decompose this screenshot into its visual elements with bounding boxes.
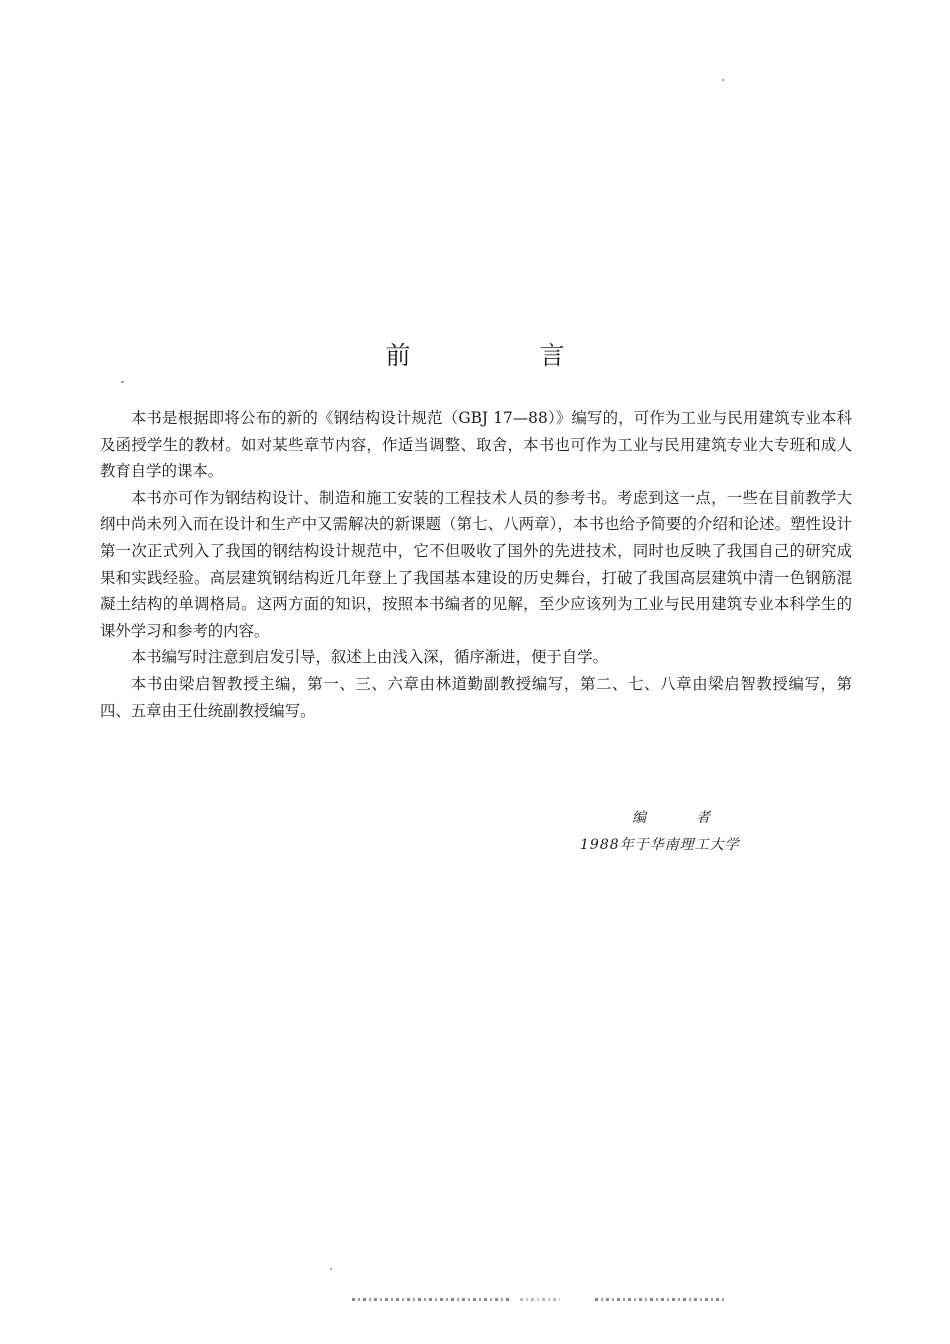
scan-speck [722, 79, 724, 81]
signature-date-place: 1988年于华南理工大学 [580, 837, 740, 853]
paragraph-1: 本书是根据即将公布的新的《钢结构设计规范（GBJ 17—88）》编写的，可作为工业与民用建筑专业本科及函授学生的教材。如对某些章节内容，作适当调整、取舍，本书也可作为工业与民用建筑专业大专班和成人教育自学的课本。 [100, 409, 852, 481]
scan-noise-line [595, 1298, 725, 1301]
scan-speck [121, 381, 124, 383]
scan-noise-line [352, 1298, 512, 1301]
paragraph-2: 本书亦可作为钢结构设计、制造和施工安装的工程技术人员的参考书。考虑到这一点，一些在目前教学大纲中尚未列入而在设计和生产中又需解决的新课题（第七、八两章），本书也给予简要的介绍和论述。塑性设计第一次正式列入了我国的钢结构设计规范中，它不但吸收了国外的先进技术，同时也反映了我国自己的研究成果和实践经验。高层建筑钢结构近几年登上了我国基本建设的历史舞台，打破了我国高层建筑中清一色钢筋混凝土结构的单调格局。这两方面的知识，按照本书编者的见解，至少应该列为工业与民用建筑专业本科学生的课外学习和参考的内容。 [100, 488, 852, 640]
signature-block [580, 805, 800, 859]
preface-body [100, 405, 852, 724]
paragraph-3: 本书编写时注意到启发引导，叙述上由浅入深，循序渐进，便于自学。 [130, 648, 608, 667]
paragraph-4: 本书由梁启智教授主编，第一、三、六章由林道勤副教授编写，第二、七、八章由梁启智教授编写，第四、五章由王仕统副教授编写。 [100, 674, 852, 720]
scan-noise-line [520, 1298, 560, 1301]
page-title: 前 言 [385, 341, 617, 370]
scan-speck [330, 1268, 332, 1270]
signature-author: 编 者 [632, 810, 728, 826]
